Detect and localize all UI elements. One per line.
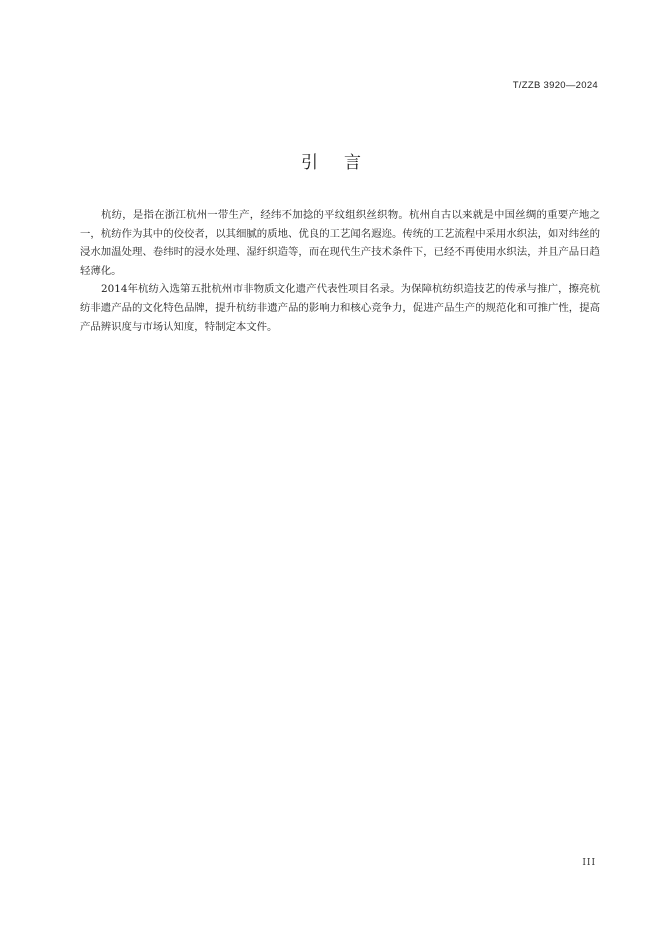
section-title: 引言	[301, 153, 387, 173]
document-code: T/ZZB 3920—2024	[512, 80, 598, 91]
paragraph-purpose: 2014年杭纺入选第五批杭州市非物质文化遗产代表性项目名录。为保障杭纺织造技艺的传承与推广，擦亮杭纺非遗产品的文化特色品牌，提升杭纺非遗产品的影响力和核心竞争力，促进产品生产的规范化和可推广性，提高产品辨识度与市场认知度，特制定本文件。	[80, 283, 600, 333]
paragraph-definition: 杭纺，是指在浙江杭州一带生产，经纬不加捻的平纹组织丝织物。杭州自古以来就是中国丝绸的重要产地之一，杭纺作为其中的佼佼者，以其细腻的质地、优良的工艺闻名遐迩。传统的工艺流程中采用水织法，如对纬丝的浸水加温处理、卷纬时的浸水处理、湿纡织造等，而在现代生产技术条件下，已经不再使用水织法，并且产品日趋轻薄化。	[80, 209, 600, 277]
body-text	[80, 206, 600, 336]
page-number: III	[582, 858, 596, 868]
